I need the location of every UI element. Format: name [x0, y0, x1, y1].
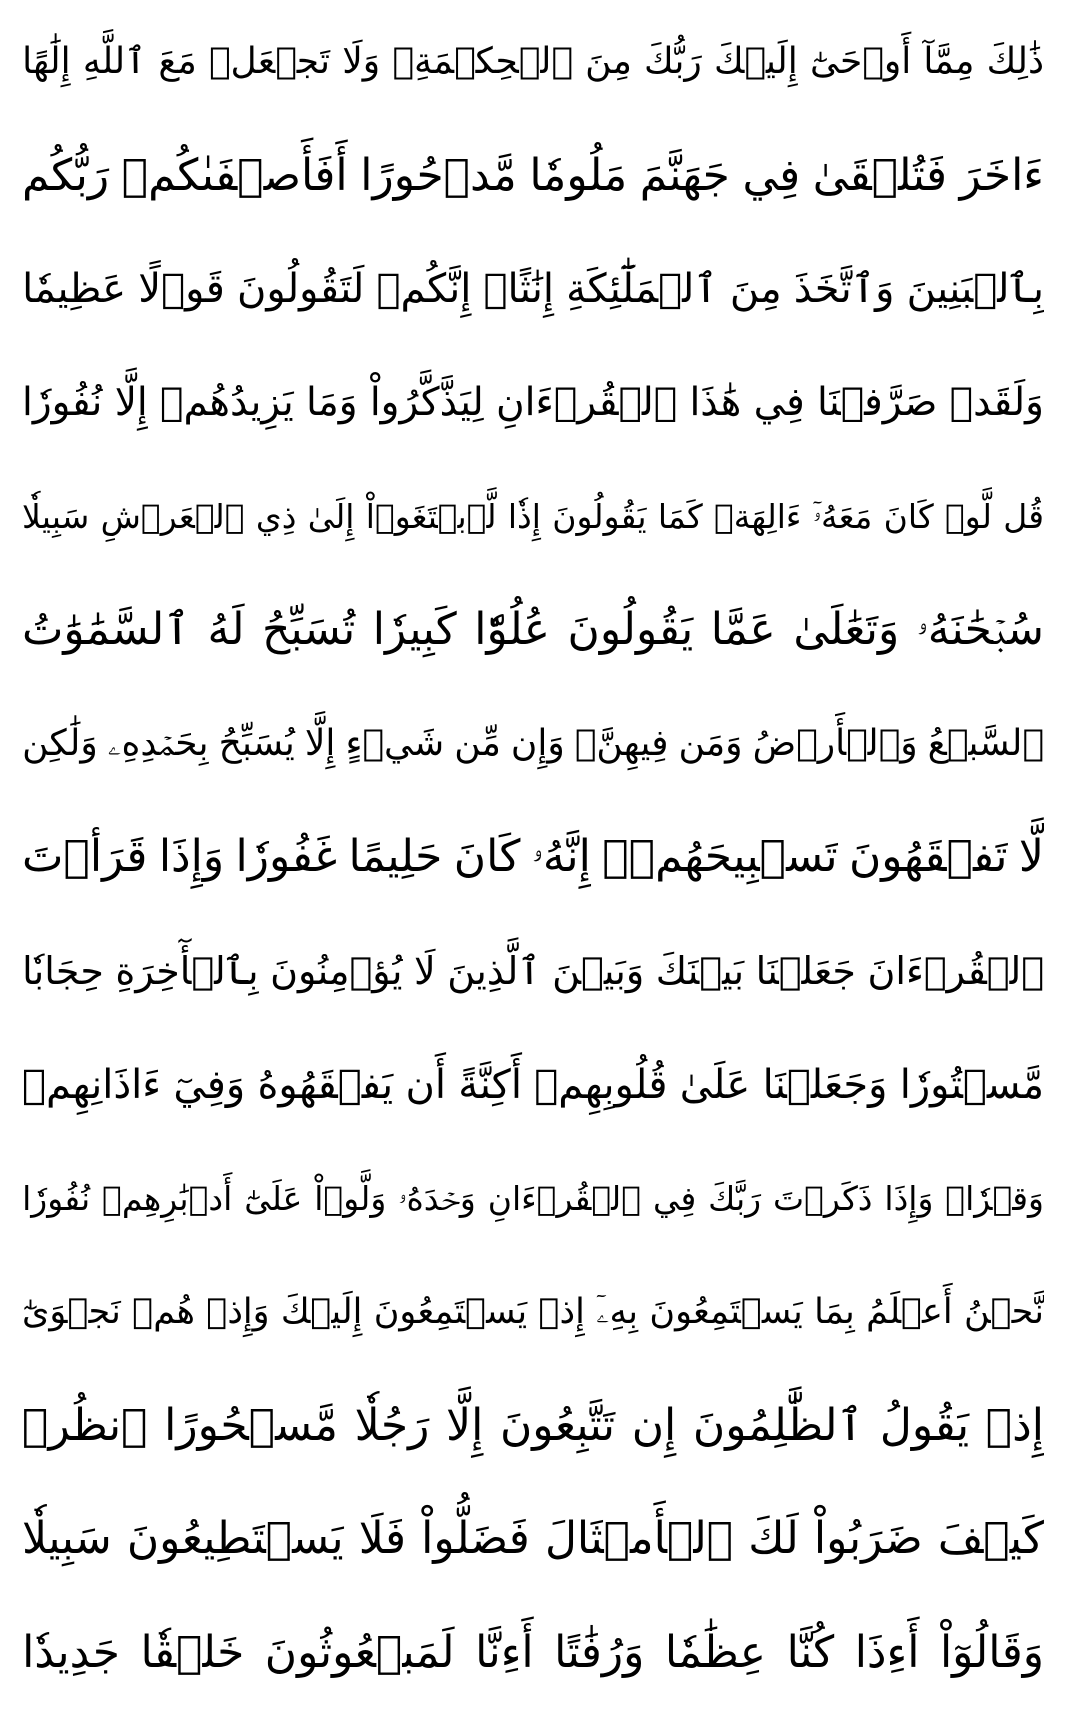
word: ٱلسَّبۡعُ: [927, 722, 1044, 764]
word: يَقُولُونَ: [552, 497, 647, 537]
word: أَن: [405, 1061, 446, 1108]
word: أَعۡلَمُ: [866, 1291, 953, 1332]
word: عِظَٰمٗا: [664, 1626, 767, 1678]
text-line-5: [22, 469, 1044, 565]
word: وَقۡرٗاۚ: [945, 1178, 1044, 1218]
word: ٱلۡقُرۡءَانَ: [867, 949, 1044, 994]
word: عَلَىٰٓ: [244, 1178, 303, 1218]
word: إِلَّا: [304, 722, 336, 764]
word: ذِي: [255, 497, 297, 537]
text-line-14: [22, 1491, 1044, 1587]
word: ذَكَرۡتَ: [773, 1178, 873, 1218]
word: نَّحۡنُ: [964, 1291, 1044, 1332]
word: صَرَّفۡنَا: [817, 380, 938, 426]
word: فِي: [652, 1178, 697, 1218]
word: لَتَقُولُونَ: [236, 266, 365, 313]
word: ٱلۡقُرۡءَانِ: [496, 380, 678, 426]
word: بِهِۦٓ: [596, 1291, 638, 1332]
word: عَلَىٰ: [679, 1061, 751, 1108]
word: وَلَقَدۡ: [949, 380, 1044, 426]
word: حَلِيمًا: [348, 831, 443, 883]
word: ءَالِهَةٞ: [714, 497, 802, 537]
word: فِي: [753, 380, 805, 426]
word: لَهُ: [207, 604, 245, 656]
word: أَوۡحَىٰٓ: [809, 41, 912, 82]
text-line-6: [22, 582, 1044, 678]
word: أَءِنَّا: [475, 1626, 534, 1678]
word: جَدِيدٗا: [22, 1626, 120, 1678]
word: إِلَّا: [446, 1399, 484, 1451]
word: ٱنظُرۡ: [22, 1399, 148, 1451]
word: إِلَىٰ: [307, 497, 355, 537]
word: ٱلۡأَمۡثَالَ: [544, 1513, 734, 1565]
word: مَلُومٗا: [529, 149, 628, 201]
word: وَرُفَٰتًا: [554, 1626, 645, 1678]
word: جَهَنَّمَ: [639, 149, 730, 201]
word: وَحۡدَهُۥ: [398, 1178, 476, 1218]
word: هَٰذَا: [689, 380, 742, 426]
word: إِلَيۡكَ: [280, 1291, 363, 1332]
word: إِلَٰهًا: [22, 41, 71, 82]
word: يَفۡقَهُوهُ: [257, 1061, 394, 1108]
word: ٱللَّهِ: [82, 41, 147, 82]
word: رَجُلٗا: [354, 1399, 430, 1451]
word: وَفِيٓ: [173, 1061, 246, 1108]
word: ءَاذَانِهِمۡ: [22, 1061, 162, 1108]
word: بِٱلۡأٓخِرَةِ: [115, 949, 259, 994]
word: فِي: [742, 149, 801, 201]
word: إِن: [631, 1399, 677, 1451]
word: قَرَأۡتَ: [22, 831, 148, 883]
word: وَإِذَا: [158, 831, 225, 883]
word: وَقَالُوٓاْ: [939, 1626, 1044, 1678]
word: هُمۡ: [132, 1291, 195, 1332]
word: غَفُورٗا: [235, 831, 338, 883]
word: لَّٱبۡتَغَوۡاْ: [365, 497, 497, 537]
word: تَجۡعَلۡ: [208, 41, 331, 82]
word: كَانَ: [883, 497, 934, 537]
word: سَبِيلٗا: [22, 1513, 112, 1565]
word: يَقُولُونَ: [567, 604, 694, 656]
text-line-1: [22, 14, 1044, 110]
word: يَزِيدُهُمۡ: [160, 380, 294, 426]
word: سَبِيلٗا: [22, 497, 90, 537]
word: وَإِذۡ: [206, 1291, 270, 1332]
word: إِذۡ: [985, 1399, 1044, 1451]
word: إِذۡ: [538, 1291, 585, 1332]
word: ٱلۡقُرۡءَانِ: [487, 1178, 642, 1218]
word: ٱلۡحِكۡمَةِۗ: [392, 41, 573, 82]
text-line-3: [22, 241, 1044, 337]
word: سُبۡحَٰنَهُۥ: [916, 604, 1044, 656]
word: ٱلسَّمَٰوَٰتُ: [22, 604, 191, 656]
word: مَّدۡحُورًا: [360, 149, 517, 201]
word: يَسۡتَمِعُونَ: [373, 1291, 528, 1332]
word: إِلَيۡكَ: [713, 41, 798, 82]
word: لِيَذَّكَّرُواْ: [369, 380, 484, 426]
word: أَكِنَّةً: [458, 1061, 522, 1108]
word: فَضَلُّواْ: [421, 1513, 530, 1565]
word: نُفُورٗا: [22, 380, 103, 426]
word: إِنَّهُۥ: [531, 831, 591, 883]
word: تَسۡبِيحَهُمۡۚ: [602, 831, 838, 883]
word: وَمَن: [678, 722, 743, 764]
word: يُؤۡمِنُونَ: [270, 949, 403, 994]
word: ضَرَبُواْ: [813, 1513, 923, 1565]
word: عَمَّا: [710, 604, 776, 656]
word: رَبُّكَ: [644, 41, 702, 82]
word: كَانَ: [453, 831, 521, 883]
word: وَتَعَٰلَىٰ: [793, 604, 900, 656]
word: وَلَٰكِن: [22, 722, 98, 764]
text-line-12: [22, 1264, 1044, 1360]
word: مِنَ: [729, 266, 782, 313]
text-line-8: [22, 809, 1044, 905]
word: حِجَابٗا: [22, 949, 104, 994]
word: ٱلۡمَلَٰٓئِكَةِ: [566, 266, 718, 313]
text-line-11: [22, 1150, 1044, 1246]
word: كَيۡفَ: [937, 1513, 1044, 1565]
word: وَإِذَا: [884, 1178, 934, 1218]
word: بِٱلۡبَنِينَ: [906, 266, 1044, 313]
word: نُفُورٗا: [22, 1178, 91, 1218]
word: نَجۡوَىٰٓ: [22, 1291, 121, 1332]
word: ذَٰلِكَ: [986, 41, 1044, 82]
word: فَلَا: [358, 1513, 407, 1565]
word: قُلُوبِهِمۡ: [534, 1061, 668, 1108]
word: وَلَا: [342, 41, 381, 82]
word: كَبِيرٗا: [372, 604, 457, 656]
text-line-7: [22, 696, 1044, 792]
word: وَإِن: [510, 722, 565, 764]
word: لَا: [414, 949, 436, 994]
word: لَّوۡ: [944, 497, 992, 537]
word: وَبَيۡنَ: [552, 949, 645, 994]
word: تَفۡقَهُونَ: [848, 831, 1008, 883]
word: إِلَّا: [114, 380, 148, 426]
word: جَعَلۡنَا: [755, 949, 856, 994]
word: لَمَبۡعُوثُونَ: [264, 1626, 455, 1678]
word: تُسَبِّحُ: [262, 604, 356, 656]
verse-lines: [22, 14, 1044, 1701]
word: بِمَا: [814, 1291, 855, 1332]
word: خَلۡقٗا: [140, 1626, 245, 1678]
word: كَمَا: [657, 497, 703, 537]
word: بِحَمۡدِهِۦ: [107, 722, 209, 764]
word: أَدۡبَٰرِهِمۡ: [102, 1178, 233, 1218]
word: قُل: [1003, 497, 1044, 537]
word: مَّسۡتُورٗا: [899, 1061, 1044, 1108]
text-line-10: [22, 1037, 1044, 1133]
word: وَمَا: [305, 380, 358, 426]
word: مِمَّآ: [923, 41, 975, 82]
word: فِيهِنَّۚ: [574, 722, 669, 764]
word: ٱلَّذِينَ: [447, 949, 541, 994]
word: يُسَبِّحُ: [218, 722, 295, 764]
word: رَبُّكُم: [22, 149, 110, 201]
text-line-15: [22, 1605, 1044, 1701]
word: مَعَ: [158, 41, 197, 82]
word: أَءِذَا: [854, 1626, 920, 1678]
word: شَيۡءٍ: [345, 722, 445, 764]
word: أَفَأَصۡفَىٰكُمۡ: [121, 149, 348, 201]
word: يَسۡتَمِعُونَ: [649, 1291, 803, 1332]
word: مَعَهُۥٓ: [812, 497, 873, 537]
word: مِّن: [454, 722, 501, 764]
word: يَسۡتَطِيعُونَ: [126, 1513, 344, 1565]
word: وَجَعَلۡنَا: [762, 1061, 888, 1108]
word: وَلَّوۡاْ: [314, 1178, 387, 1218]
text-line-4: [22, 355, 1044, 451]
word: ٱلۡعَرۡشِ: [100, 497, 245, 537]
word: بَيۡنَكَ: [655, 949, 745, 994]
word: كُنَّا: [786, 1626, 835, 1678]
text-line-2: [22, 128, 1044, 224]
word: مَّسۡحُورًا: [164, 1399, 338, 1451]
word: تَتَّبِعُونَ: [499, 1399, 616, 1451]
word: إِذٗا: [507, 497, 541, 537]
word: فَتُلۡقَىٰ: [812, 149, 947, 201]
word: يَقُولُ: [879, 1399, 970, 1451]
text-line-9: [22, 923, 1044, 1019]
word: لَكَ: [748, 1513, 799, 1565]
word: لَّا: [1018, 831, 1044, 883]
word: قَوۡلًا: [138, 266, 225, 313]
word: وَٱتَّخَذَ: [793, 266, 895, 313]
word: إِنَٰثًاۚ: [483, 266, 555, 313]
word: عَظِيمٗا: [22, 266, 127, 313]
word: عُلُوّٗا: [474, 604, 551, 656]
text-line-13: [22, 1378, 1044, 1474]
word: ٱلظَّٰلِمُونَ: [692, 1399, 864, 1451]
word: إِنَّكُمۡ: [376, 266, 472, 313]
word: ءَاخَرَ: [959, 149, 1044, 201]
word: وَٱلۡأَرۡضُ: [752, 722, 918, 764]
word: رَبَّكَ: [708, 1178, 762, 1218]
word: مِنَ: [585, 41, 632, 82]
